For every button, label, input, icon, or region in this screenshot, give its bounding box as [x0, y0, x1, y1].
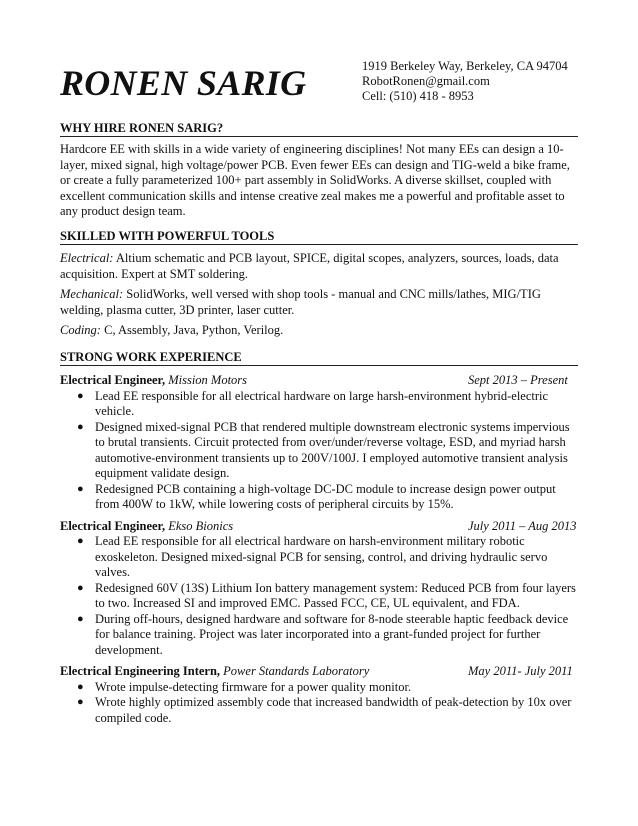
job-company: Power Standards Laboratory: [220, 664, 370, 678]
candidate-name: RONEN SARIG: [60, 63, 307, 103]
bullet-item: [60, 695, 578, 726]
bullet-line: Redesigned 60V (13S) Lithium Ion battery management system: Reduced PCB from four layers: [95, 580, 576, 595]
job-title: Electrical Engineer,: [60, 373, 166, 387]
skills-mechanical: [60, 287, 578, 318]
bullet-line: vehicle.: [95, 404, 135, 418]
job-dates: Sept 2013 – Present: [468, 373, 568, 387]
phone: Cell: (510) 418 - 8953: [362, 89, 474, 103]
bullet-item: [60, 389, 578, 420]
section-why-hire: [60, 121, 578, 220]
job-bullets: [60, 534, 578, 658]
contact-block: [362, 59, 568, 104]
bullet-line: Lead EE responsible for all electrical hardware on large harsh-environment hybrid-electric: [95, 388, 549, 403]
bullet-line: Designed mixed-signal PCB that rendered multiple downstream electronic systems impervious: [95, 419, 570, 434]
bullet-dot-icon: ●: [77, 482, 84, 495]
bullet-line: to brutal transients. Circuit protected from over/under/reverse voltage, ESD, and myriad harsh: [95, 435, 566, 449]
summary-line: any product design team.: [60, 204, 186, 218]
email: RobotRonen@gmail.com: [362, 74, 490, 88]
summary-line: excellent communication skills and intense creative zeal makes me a powerful and profitable asset to: [60, 188, 565, 203]
skills-mechanical-text: SolidWorks, well versed with shop tools - manual and CNC mills/lathes, MIG/TIG: [123, 287, 541, 301]
summary-paragraph: [60, 142, 578, 220]
job-bullets: [60, 680, 578, 727]
skills-electrical-label: Electrical:: [60, 251, 114, 265]
bullet-line: equipment validate design.: [95, 466, 230, 480]
bullet-item: [60, 482, 578, 513]
bullet-item: [60, 581, 578, 612]
bullet-dot-icon: ●: [77, 389, 84, 402]
bullet-line: Lead EE responsible for all electrical hardware on harsh-environment military robotic: [95, 534, 525, 548]
job-entry: [60, 373, 578, 513]
section-heading-skills: SKILLED WITH POWERFUL TOOLS: [60, 229, 578, 245]
bullet-dot-icon: ●: [77, 680, 84, 693]
job-header: [60, 519, 578, 535]
bullet-line: exoskeleton. Designed mixed-signal PCB for sensing, control, and driving hydraulic servo: [95, 549, 548, 564]
skills-coding-label: Coding:: [60, 323, 101, 337]
summary-line: layer, mixed signal, high voltage/power PCB. Even fewer EEs can design and TIG-weld a bike frame,: [60, 157, 570, 172]
bullet-dot-icon: ●: [77, 612, 84, 625]
address: 1919 Berkeley Way, Berkeley, CA 94704: [362, 59, 568, 73]
bullet-line: Wrote highly optimized assembly code that increased bandwidth of peak-detection by 10x over: [95, 695, 572, 709]
job-entry: [60, 519, 578, 659]
skills-electrical-text: Altium schematic and PCB layout, SPICE, digital scopes, analyzers, sources, loads, data: [113, 251, 559, 265]
bullet-line: for balance training. Project was later incorporated into a grant-funded project for further: [95, 627, 541, 641]
bullet-line: valves.: [95, 565, 131, 579]
bullet-dot-icon: ●: [77, 535, 84, 547]
bullet-line: from 400W to 1kW, while lowering costs of peripheral circuits by 15%.: [95, 497, 454, 511]
job-company: Ekso Bionics: [165, 518, 234, 533]
section-heading-why-hire: WHY HIRE RONEN SARIG?: [60, 121, 578, 137]
summary-line: Hardcore EE with skills in a wide variety of engineering disciplines! Not many EEs can design a 10-: [60, 142, 564, 156]
job-header: [60, 373, 578, 389]
job-title: Electrical Engineer,: [60, 518, 166, 533]
bullet-line: to two. Increased SI and improved EMC. Passed FCC, CE, UL equivalent, and FDA.: [95, 596, 520, 610]
section-experience: [60, 350, 578, 726]
bullet-line: Wrote impulse-detecting firmware for a power quality monitor.: [95, 679, 412, 694]
bullet-dot-icon: ●: [77, 420, 84, 433]
skills-coding: [60, 323, 578, 339]
skills-electrical-text: acquisition. Expert at SMT soldering.: [60, 266, 248, 281]
job-bullets: [60, 389, 578, 513]
section-heading-experience: STRONG WORK EXPERIENCE: [60, 350, 578, 366]
skills-electrical: [60, 251, 578, 282]
job-company: Mission Motors: [165, 373, 248, 387]
job-dates: May 2011- July 2011: [468, 664, 573, 678]
bullet-item: [60, 680, 578, 696]
job-dates: July 2011 – Aug 2013: [468, 518, 577, 533]
bullet-item: [60, 420, 578, 482]
bullet-item: [60, 612, 578, 659]
bullet-line: compiled code.: [95, 710, 172, 725]
bullet-line: development.: [95, 642, 163, 657]
summary-line: or create a fully parameterized 100+ part assembly in SolidWorks. A diverse skillset, coupled with: [60, 173, 552, 187]
skills-coding-text: C, Assembly, Java, Python, Verilog.: [100, 323, 284, 337]
bullet-line: During off-hours, designed hardware and software for 8-node steerable haptic feedback device: [95, 611, 569, 626]
skills-mechanical-text: welding, plasma cutter, 3D printer, laser cutter.: [60, 302, 295, 317]
skills-mechanical-label: Mechanical:: [60, 287, 124, 301]
job-entry: [60, 664, 578, 726]
resume-header: [60, 58, 580, 108]
bullet-item: [60, 534, 578, 581]
bullet-dot-icon: ●: [77, 581, 84, 594]
bullet-dot-icon: ●: [77, 696, 84, 708]
bullet-line: Redesigned PCB containing a high-voltage DC-DC module to increase design power output: [95, 481, 556, 496]
job-header: [60, 664, 578, 680]
section-skills: [60, 229, 578, 339]
bullet-line: automotive-environment transients up to 200V/100J. I employed automotive transient analysis: [95, 450, 568, 465]
job-title: Electrical Engineering Intern,: [60, 664, 221, 678]
